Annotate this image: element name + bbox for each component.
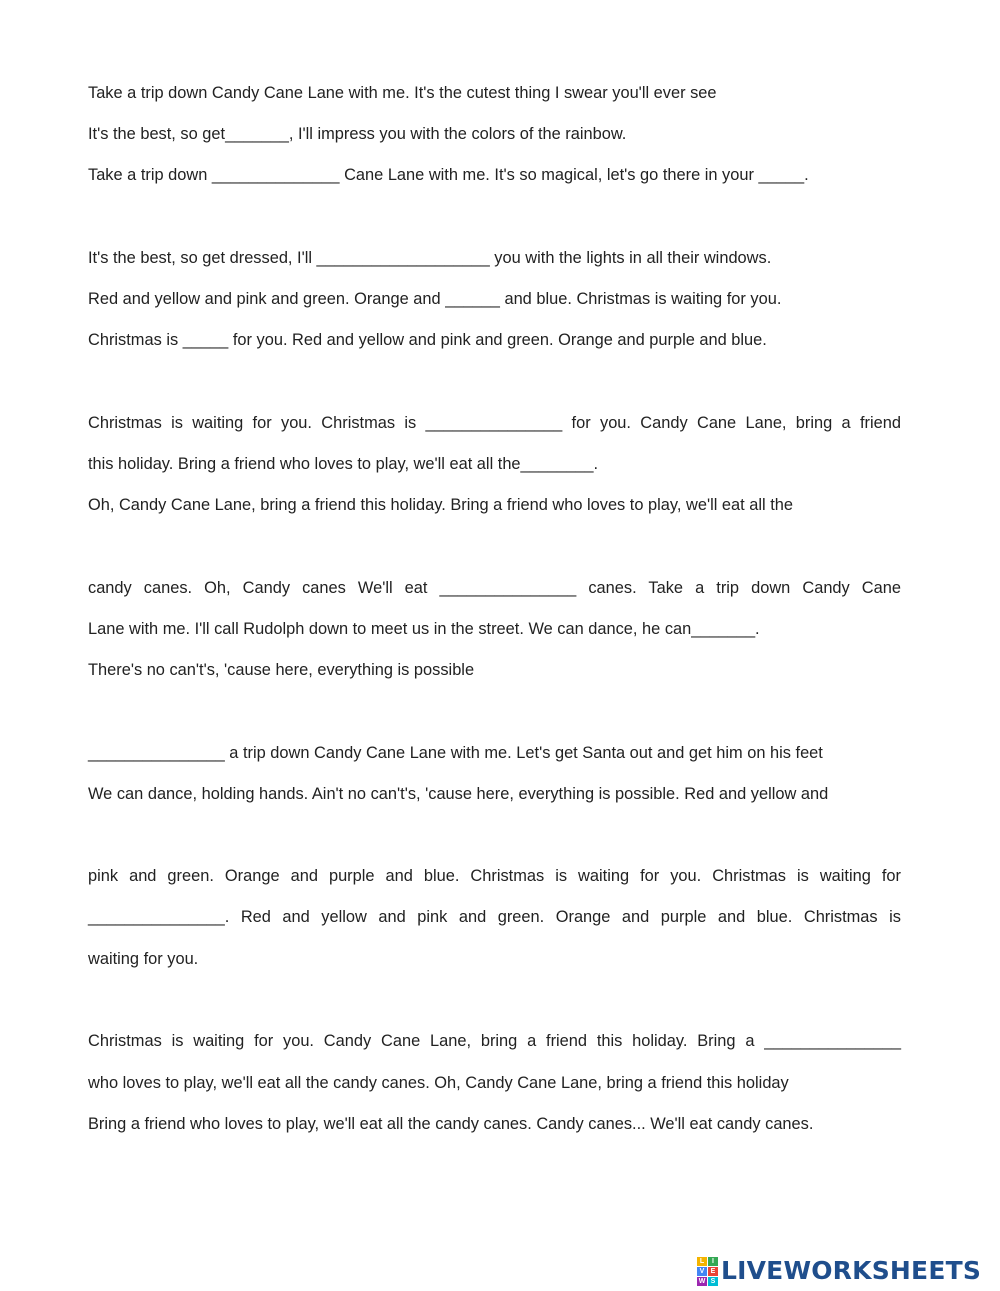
- lyric-line-18: Christmas is waiting for you. Candy Cane Lane, bring a friend this holiday. Bring a _______________: [88, 1032, 901, 1050]
- lyric-line-1: Take a trip down Candy Cane Lane with me. It's the cutest thing I swear you'll ever see: [88, 84, 717, 102]
- logo-blocks-icon: L I V E W S: [697, 1257, 718, 1286]
- lyric-line-11: Lane with me. I'll call Rudolph down to meet us in the street. We can dance, he can_______.: [88, 620, 760, 638]
- logo-text: LIVEWORKSHEETS: [721, 1256, 982, 1285]
- lyric-line-20: Bring a friend who loves to play, we'll eat all the candy canes. Candy canes... We'll eat candy canes.: [88, 1115, 814, 1133]
- lyric-line-5: Red and yellow and pink and green. Orange and ______ and blue. Christmas is waiting for you.: [88, 290, 782, 308]
- lyric-line-14: We can dance, holding hands. Ain't no can't's, 'cause here, everything is possible. Red and yellow and: [88, 785, 829, 803]
- lyric-line-13: _______________ a trip down Candy Cane Lane with me. Let's get Santa out and get him on his feet: [88, 744, 823, 762]
- lyric-line-16: _______________. Red and yellow and pink and green. Orange and purple and blue. Christmas is: [88, 908, 901, 926]
- lyric-line-10: candy canes. Oh, Candy canes We'll eat _______________ canes. Take a trip down Candy Cane: [88, 579, 901, 597]
- lyric-line-19: who loves to play, we'll eat all the candy canes. Oh, Candy Cane Lane, bring a friend this holiday: [88, 1074, 789, 1092]
- lyric-line-15: pink and green. Orange and purple and blue. Christmas is waiting for you. Christmas is waiting for: [88, 867, 901, 885]
- lyric-line-2: It's the best, so get_______, I'll impress you with the colors of the rainbow.: [88, 125, 627, 143]
- lyric-line-12: There's no can't's, 'cause here, everything is possible: [88, 661, 475, 679]
- lyric-line-9: Oh, Candy Cane Lane, bring a friend this holiday. Bring a friend who loves to play, we'll eat all the: [88, 496, 793, 514]
- liveworksheets-logo: [697, 1256, 981, 1286]
- lyric-line-3: Take a trip down ______________ Cane Lane with me. It's so magical, let's go there in your _____.: [88, 166, 809, 184]
- lyric-line-6: Christmas is _____ for you. Red and yellow and pink and green. Orange and purple and blue.: [88, 331, 767, 349]
- lyric-line-8: this holiday. Bring a friend who loves to play, we'll eat all the________.: [88, 455, 599, 473]
- lyric-line-17: waiting for you.: [88, 950, 199, 968]
- lyric-line-4: It's the best, so get dressed, I'll ___________________ you with the lights in all their windows.: [88, 249, 772, 267]
- lyric-line-7: Christmas is waiting for you. Christmas is _______________ for you. Candy Cane Lane, bring a friend: [88, 414, 901, 432]
